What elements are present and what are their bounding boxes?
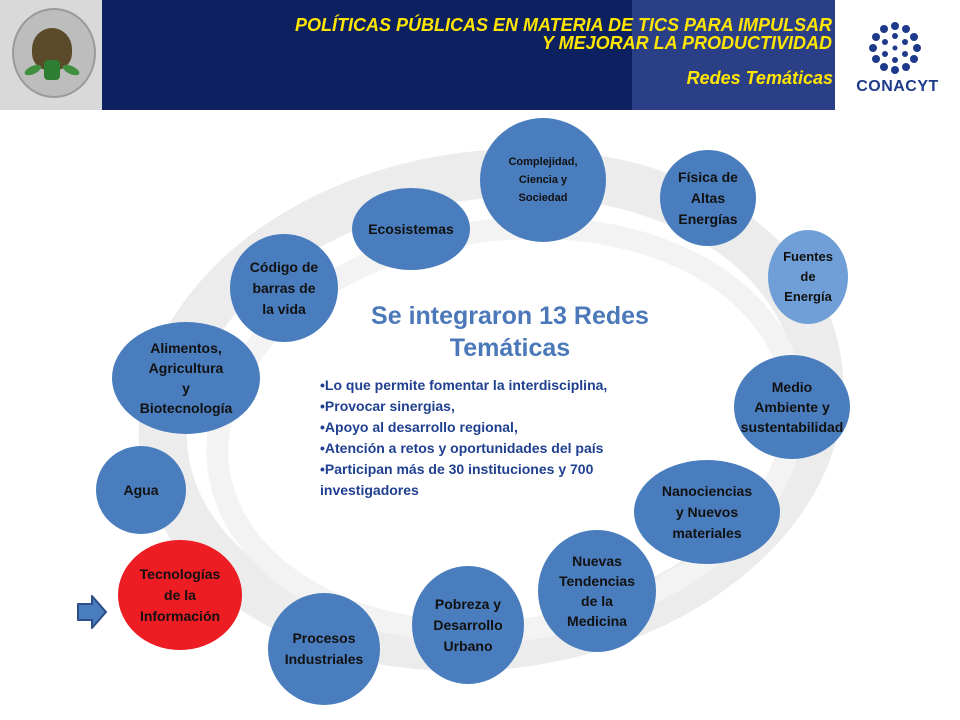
network-fuentes: Fuentes de Energía <box>768 230 848 324</box>
network-nuevas-tendencias: Nuevas Tendencias de la Medicina <box>538 530 656 652</box>
slide-title-line2: Y MEJORAR LA PRODUCTIVIDAD <box>541 33 832 53</box>
network-complejidad: Complejidad, Ciencia y Sociedad <box>480 118 606 242</box>
network-agua: Agua <box>96 446 186 534</box>
bullet-item: •Lo que permite fomentar la interdisciplina, <box>320 377 608 393</box>
center-title: Se integraron 13 Redes Temáticas <box>371 302 649 362</box>
network-alimentos: Alimentos, Agricultura y Biotecnología <box>112 322 260 434</box>
conacyt-dots-logo-icon <box>865 18 925 78</box>
mexican-seal-icon <box>0 0 102 110</box>
slide-title-line1: POLÍTICAS PÚBLICAS EN MATERIA DE TICS PARA IMPULSAR <box>294 15 832 35</box>
bullet-item: •Apoyo al desarrollo regional, <box>320 419 518 435</box>
network-pobreza: Pobreza y Desarrollo Urbano <box>412 566 524 684</box>
network-ecosistemas: Ecosistemas <box>352 188 470 270</box>
right-arrow-icon <box>76 594 108 630</box>
header-band <box>102 0 835 110</box>
bullet-item-continuation: investigadores <box>320 482 419 498</box>
network-codigo-barras: Código de barras de la vida <box>230 234 338 342</box>
conacyt-logo <box>835 0 960 110</box>
network-medio-ambiente: Medio Ambiente y sustentabilidad <box>734 355 850 459</box>
slide-header <box>0 0 960 110</box>
network-procesos: Procesos Industriales <box>268 593 380 705</box>
network-fisica: Física de Altas Energías <box>660 150 756 246</box>
conacyt-logo-text: CONACYT <box>856 78 939 95</box>
slide-subtitle: Redes Temáticas <box>686 68 833 88</box>
bullet-list <box>320 375 680 501</box>
bullet-item: •Atención a retos y oportunidades del país <box>320 440 604 456</box>
network-nanociencias: Nanociencias y Nuevos materiales <box>634 460 780 564</box>
bullet-item: •Participan más de 30 instituciones y 700 <box>320 461 594 477</box>
network-tecnologias-highlight: Tecnologías de la Información <box>118 540 242 650</box>
bullet-item: •Provocar sinergias, <box>320 398 455 414</box>
